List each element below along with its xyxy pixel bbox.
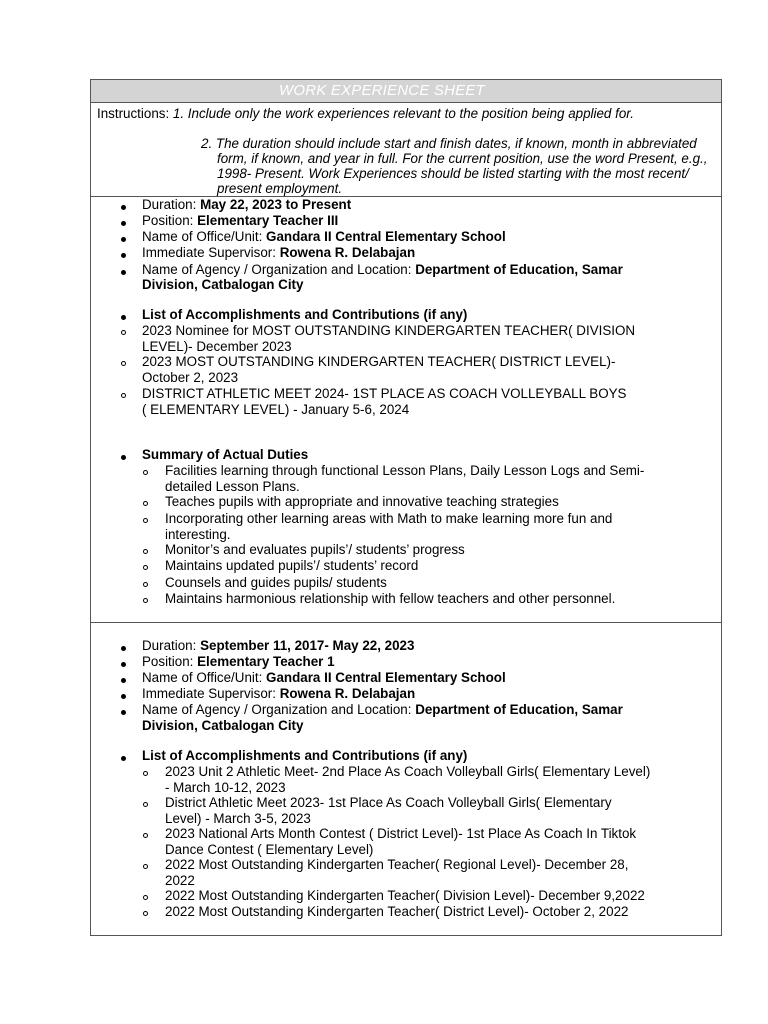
bullet-icon: [121, 646, 126, 651]
office-row: [142, 670, 506, 686]
ring-bullet-icon: [143, 911, 148, 916]
position-label: Position:: [142, 213, 198, 228]
instruction-1-text: 1. Include only the work experiences relevant to the position being applied for.: [172, 106, 634, 121]
ring-bullet-icon: [143, 771, 148, 776]
ring-bullet-icon: [143, 565, 148, 570]
work-experience-sheet: [90, 79, 722, 936]
duty-item: Teaches pupils with appropriate and innovative teaching strategies: [165, 494, 559, 509]
bullet-icon: [121, 270, 126, 275]
accomplishment-item: [165, 795, 612, 826]
line: Facilities learning through functional Lesson Plans, Daily Lesson Logs and Semi-: [165, 463, 645, 478]
accomplishments-heading: List of Accomplishments and Contributions (if any): [142, 307, 468, 322]
instruction-2-text: 2. The duration should include start and finish dates, if known, month in abbreviated form, if known, and year in full. For the current position, use the word Present, e.g., 1998- Present. Work Experiences should be listed starting with the most recent/ present employment.: [201, 136, 708, 196]
accomplishment-item: [165, 857, 628, 888]
agency-row: [142, 702, 623, 718]
accomplishment-item: [165, 826, 636, 857]
office-value: Gandara II Central Elementary School: [266, 229, 506, 244]
line: 2023 National Arts Month Contest ( District Level)- 1st Place As Coach In Tiktok: [165, 826, 637, 841]
ring-bullet-icon: [143, 895, 148, 900]
line: ( ELEMENTARY LEVEL) - January 5-6, 2024: [142, 401, 410, 417]
supervisor-value: Rowena R. Delabajan: [279, 245, 416, 260]
duration-row: [142, 638, 414, 654]
ring-bullet-icon: [143, 470, 148, 475]
agency-value-cont: Division, Catbalogan City: [142, 277, 304, 292]
duration-row: [142, 197, 351, 213]
supervisor-label: Immediate Supervisor:: [142, 686, 280, 701]
duty-item: [165, 511, 612, 542]
position-value: Elementary Teacher 1: [197, 654, 335, 669]
position-row: [142, 654, 335, 670]
line: 2023 Nominee for MOST OUTSTANDING KINDERGARTEN TEACHER( DIVISION: [142, 323, 636, 338]
line: Dance Contest ( Elementary Level): [165, 841, 374, 857]
line: October 2, 2023: [142, 369, 239, 385]
office-label: Name of Office/Unit:: [142, 670, 267, 685]
ring-bullet-icon: [143, 833, 148, 838]
agency-row: [142, 262, 623, 278]
line: 2022: [165, 872, 195, 888]
bullet-icon: [121, 756, 126, 761]
bullet-icon: [121, 205, 126, 210]
ring-bullet-icon: [121, 393, 126, 398]
ring-bullet-icon: [143, 501, 148, 506]
line: 2023 MOST OUTSTANDING KINDERGARTEN TEACHER( DISTRICT LEVEL)-: [142, 354, 616, 369]
duty-item: Counsels and guides pupils/ students: [165, 575, 387, 590]
accomplishment-item: [165, 764, 650, 795]
sheet-title: WORK EXPERIENCE SHEET: [91, 80, 721, 103]
agency-value: Department of Education, Samar: [415, 262, 623, 277]
ring-bullet-icon: [121, 361, 126, 366]
accomplishment-item: [142, 386, 626, 417]
supervisor-label: Immediate Supervisor:: [142, 245, 280, 260]
supervisor-row: [142, 686, 415, 702]
line: 2023 Unit 2 Athletic Meet- 2nd Place As Coach Volleyball Girls( Elementary Level): [165, 764, 651, 779]
accomplishments-heading: List of Accomplishments and Contributions (if any): [142, 748, 468, 763]
accomplishment-item: [142, 354, 615, 385]
line: DISTRICT ATHLETIC MEET 2024- 1ST PLACE AS COACH VOLLEYBALL BOYS: [142, 386, 627, 401]
office-value: Gandara II Central Elementary School: [266, 670, 506, 685]
duty-item: [165, 463, 644, 494]
accomplishment-item: [142, 323, 635, 354]
duty-item: Monitor’s and evaluates pupils’/ students’ progress: [165, 542, 465, 557]
agency-value: Department of Education, Samar: [415, 702, 623, 717]
ring-bullet-icon: [143, 864, 148, 869]
accomplishment-item: 2022 Most Outstanding Kindergarten Teacher( Division Level)- December 9,2022: [165, 888, 645, 903]
line: 2022 Most Outstanding Kindergarten Teacher( Regional Level)- December 28,: [165, 857, 629, 872]
office-row: [142, 229, 506, 245]
duration-value: September 11, 2017- May 22, 2023: [200, 638, 415, 653]
position-row: [142, 213, 338, 229]
bullet-icon: [121, 237, 126, 242]
line: LEVEL)- December 2023: [142, 338, 292, 354]
ring-bullet-icon: [143, 598, 148, 603]
ring-bullet-icon: [143, 582, 148, 587]
agency-value-cont: Division, Catbalogan City: [142, 718, 304, 733]
line: detailed Lesson Plans.: [165, 478, 300, 494]
bullet-icon: [121, 315, 126, 320]
ring-bullet-icon: [143, 802, 148, 807]
position-value: Elementary Teacher III: [197, 213, 339, 228]
experience-entry-1: [91, 197, 721, 623]
office-label: Name of Office/Unit:: [142, 229, 267, 244]
agency-label: Name of Agency / Organization and Location:: [142, 702, 416, 717]
ring-bullet-icon: [143, 518, 148, 523]
duration-label: Duration:: [142, 638, 201, 653]
duration-label: Duration:: [142, 197, 201, 212]
duration-value: May 22, 2023 to Present: [200, 197, 352, 212]
ring-bullet-icon: [143, 549, 148, 554]
bullet-icon: [121, 678, 126, 683]
bullet-icon: [121, 253, 126, 258]
bullet-icon: [121, 710, 126, 715]
line: Incorporating other learning areas with Math to make learning more fun and: [165, 511, 613, 526]
line: - March 10-12, 2023: [165, 779, 286, 795]
duty-item: Maintains updated pupils’/ students’ record: [165, 558, 419, 573]
bullet-icon: [121, 694, 126, 699]
duty-item: Maintains harmonious relationship with fellow teachers and other personnel.: [165, 591, 616, 606]
agency-label: Name of Agency / Organization and Location:: [142, 262, 416, 277]
ring-bullet-icon: [121, 330, 126, 335]
duties-heading: Summary of Actual Duties: [142, 447, 309, 462]
bullet-icon: [121, 221, 126, 226]
line: Level) - March 3-5, 2023: [165, 810, 311, 826]
instructions-label: Instructions:: [97, 106, 173, 121]
instructions-block: [91, 103, 721, 197]
position-label: Position:: [142, 654, 198, 669]
accomplishment-item: 2022 Most Outstanding Kindergarten Teacher( District Level)- October 2, 2022: [165, 904, 629, 919]
line: District Athletic Meet 2023- 1st Place As Coach Volleyball Girls( Elementary: [165, 795, 612, 810]
supervisor-row: [142, 245, 415, 261]
instruction-1: [97, 106, 634, 121]
bullet-icon: [121, 662, 126, 667]
bullet-icon: [121, 455, 126, 460]
supervisor-value: Rowena R. Delabajan: [279, 686, 416, 701]
line: interesting.: [165, 526, 231, 542]
